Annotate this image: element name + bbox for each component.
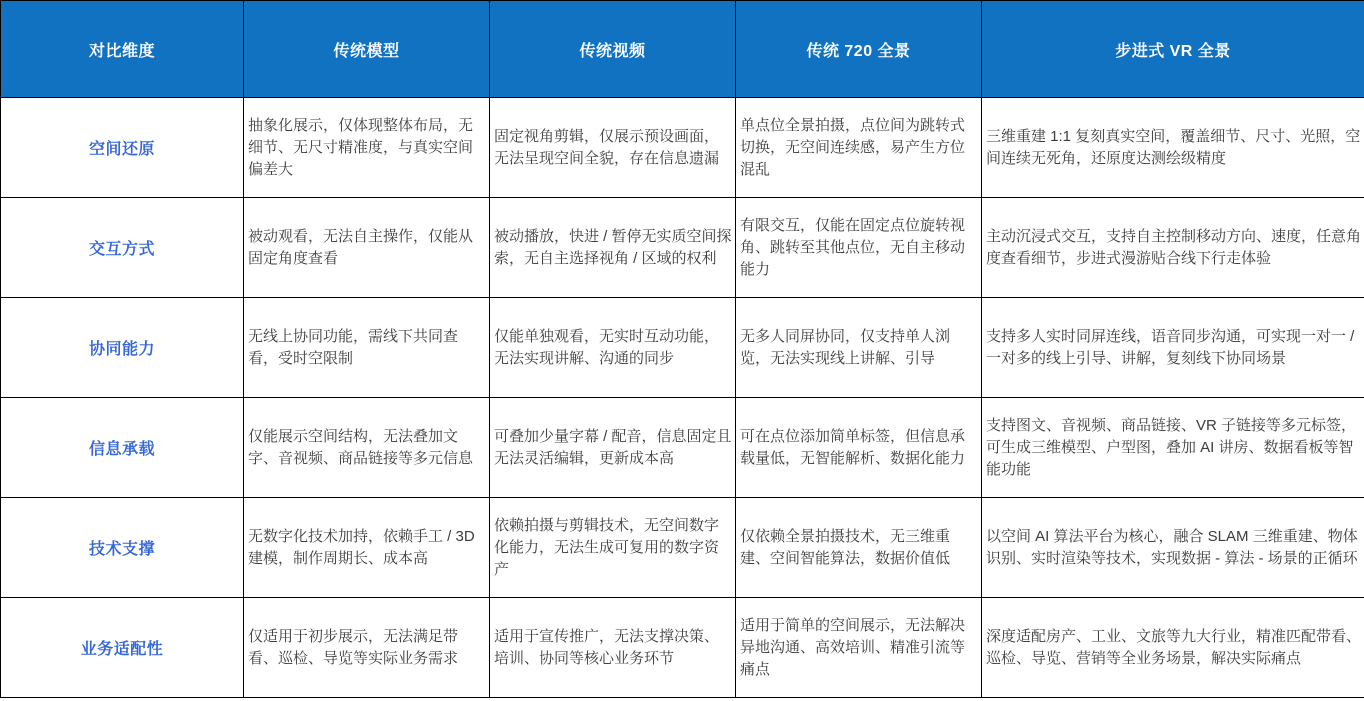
table-cell: 仅适用于初步展示，无法满足带看、巡检、导览等实际业务需求 [244, 598, 490, 698]
table-cell: 无多人同屏协同，仅支持单人浏览，无法实现线上讲解、引导 [736, 298, 982, 398]
row-label: 信息承载 [1, 398, 244, 498]
table-cell: 主动沉浸式交互，支持自主控制移动方向、速度，任意角度查看细节，步进式漫游贴合线下行走体验 [982, 198, 1364, 298]
table-cell: 仅能单独观看，无实时互动功能，无法实现讲解、沟通的同步 [490, 298, 736, 398]
table-row-collaboration [1, 298, 1364, 398]
table-cell: 无线上协同功能，需线下共同查看，受时空限制 [244, 298, 490, 398]
table-row-information-capacity [1, 398, 1364, 498]
table-cell: 三维重建 1:1 复刻真实空间，覆盖细节、尺寸、光照，空间连续无死角，还原度达测绘级精度 [982, 98, 1364, 198]
table-cell: 以空间 AI 算法平台为核心，融合 SLAM 三维重建、物体识别、实时渲染等技术，实现数据 - 算法 - 场景的正循环 [982, 498, 1364, 598]
table-cell: 被动观看，无法自主操作，仅能从固定角度查看 [244, 198, 490, 298]
table-cell: 单点位全景拍摄，点位间为跳转式切换，无空间连续感，易产生方位混乱 [736, 98, 982, 198]
table-cell: 固定视角剪辑，仅展示预设画面，无法呈现空间全貌，存在信息遗漏 [490, 98, 736, 198]
table-cell: 适用于宣传推广，无法支撑决策、培训、协同等核心业务环节 [490, 598, 736, 698]
row-label: 技术支撑 [1, 498, 244, 598]
table-cell: 可在点位添加简单标签，但信息承载量低，无智能解析、数据化能力 [736, 398, 982, 498]
table-cell: 可叠加少量字幕 / 配音，信息固定且无法灵活编辑，更新成本高 [490, 398, 736, 498]
header-cell-traditional-model: 传统模型 [244, 1, 490, 98]
table-cell: 适用于简单的空间展示，无法解决异地沟通、高效培训、精准引流等痛点 [736, 598, 982, 698]
row-label: 协同能力 [1, 298, 244, 398]
table-row-business-adaptability [1, 598, 1364, 698]
table-row-space-restoration [1, 98, 1364, 198]
header-cell-traditional-video: 传统视频 [490, 1, 736, 98]
header-cell-traditional-720-panorama: 传统 720 全景 [736, 1, 982, 98]
table-cell: 无数字化技术加持，依赖手工 / 3D 建模，制作周期长、成本高 [244, 498, 490, 598]
table-row-technical-support [1, 498, 1364, 598]
table-cell: 支持图文、音视频、商品链接、VR 子链接等多元标签，可生成三维模型、户型图，叠加 AI 讲房、数据看板等智能功能 [982, 398, 1364, 498]
table-cell: 仅能展示空间结构，无法叠加文字、音视频、商品链接等多元信息 [244, 398, 490, 498]
row-label: 交互方式 [1, 198, 244, 298]
table-cell: 依赖拍摄与剪辑技术，无空间数字化能力，无法生成可复用的数字资产 [490, 498, 736, 598]
table-cell: 深度适配房产、工业、文旅等九大行业，精准匹配带看、巡检、导览、营销等全业务场景，解决实际痛点 [982, 598, 1364, 698]
table-cell: 被动播放，快进 / 暂停无实质空间探索，无自主选择视角 / 区域的权利 [490, 198, 736, 298]
row-label: 空间还原 [1, 98, 244, 198]
header-cell-dimension: 对比维度 [1, 1, 244, 98]
table-cell: 抽象化展示，仅体现整体布局，无细节、无尺寸精准度，与真实空间偏差大 [244, 98, 490, 198]
table-cell: 支持多人实时同屏连线，语音同步沟通，可实现一对一 / 一对多的线上引导、讲解，复刻线下协同场景 [982, 298, 1364, 398]
table-row-interaction-mode [1, 198, 1364, 298]
table-header-row [1, 1, 1364, 98]
row-label: 业务适配性 [1, 598, 244, 698]
header-cell-step-vr-panorama: 步进式 VR 全景 [982, 1, 1364, 98]
table-cell: 仅依赖全景拍摄技术，无三维重建、空间智能算法，数据价值低 [736, 498, 982, 598]
table-cell: 有限交互，仅能在固定点位旋转视角、跳转至其他点位，无自主移动能力 [736, 198, 982, 298]
